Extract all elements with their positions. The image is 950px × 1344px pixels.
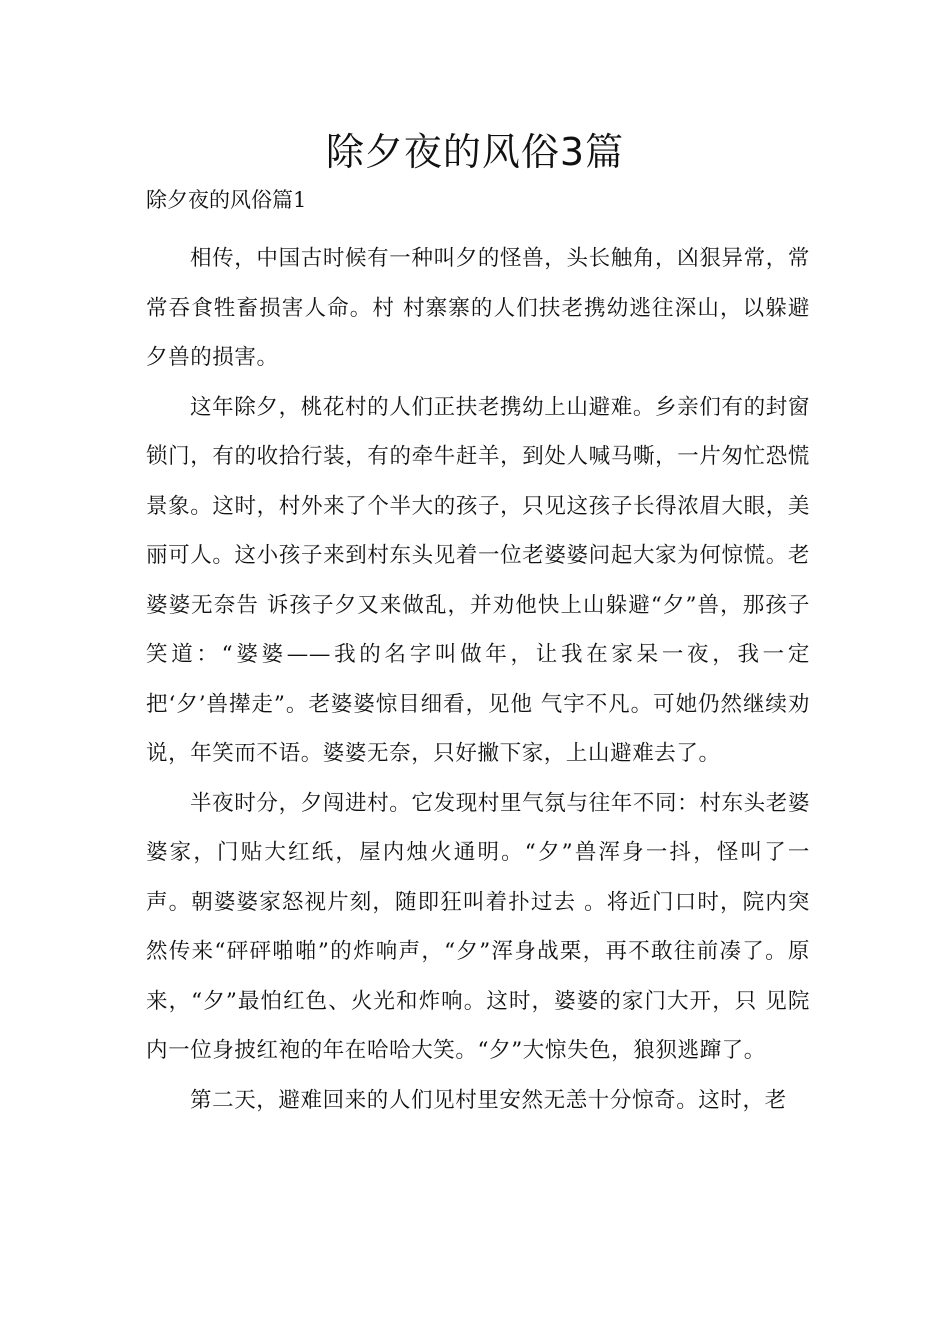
document-body	[146, 234, 810, 1125]
document-title: 除夕夜的风俗3篇	[325, 130, 625, 174]
section-heading: 除夕夜的风俗篇1	[146, 188, 307, 212]
paragraph: 相传，中国古时候有一种叫夕的怪兽，头长触角，凶狠异常，常常吞食牲畜损害人命。村 村寨寨的人们扶老携幼逃往深山，以躲避夕兽的损害。	[146, 246, 810, 370]
paragraph: 这年除夕，桃花村的人们正扶老携幼上山避难。乡亲们有的封窗锁门，有的收拾行装，有的牵牛赶羊，到处人喊马嘶，一片匆忙恐慌景象。这时，村外来了个半大的孩子，只见这孩子长得浓眉大眼，美丽可人。这小孩子来到村东头见着一位老婆婆问起大家为何惊慌。老婆婆无奈告 诉孩子夕又来做乱，并劝他快上山躲避“夕”兽，那孩子笑道：“婆婆——我的名字叫做年，让我在家呆一夜，我一定把‘夕’兽撵走”。老婆婆惊目细看，见他 气宇不凡。可她仍然继续劝说，年笑而不语。婆婆无奈，只好撇下家，上山避难去了。	[146, 394, 810, 766]
paragraph: 第二天，避难回来的人们见村里安然无恙十分惊奇。这时，老	[190, 1087, 787, 1113]
paragraph: 半夜时分，夕闯进村。它发现村里气氛与往年不同：村东头老婆婆家，门贴大红纸，屋内烛火通明。“夕”兽浑身一抖，怪叫了一声。朝婆婆家怒视片刻，随即狂叫着扑过去 。将近门口时，院内突然传来“砰砰啪啪”的炸响声，“夕”浑身战栗，再不敢往前凑了。原来，“夕”最怕红色、火光和炸响。这时，婆婆的家门大开，只 见院内一位身披红袍的年在哈哈大笑。“夕”大惊失色，狼狈逃蹿了。	[146, 790, 810, 1063]
